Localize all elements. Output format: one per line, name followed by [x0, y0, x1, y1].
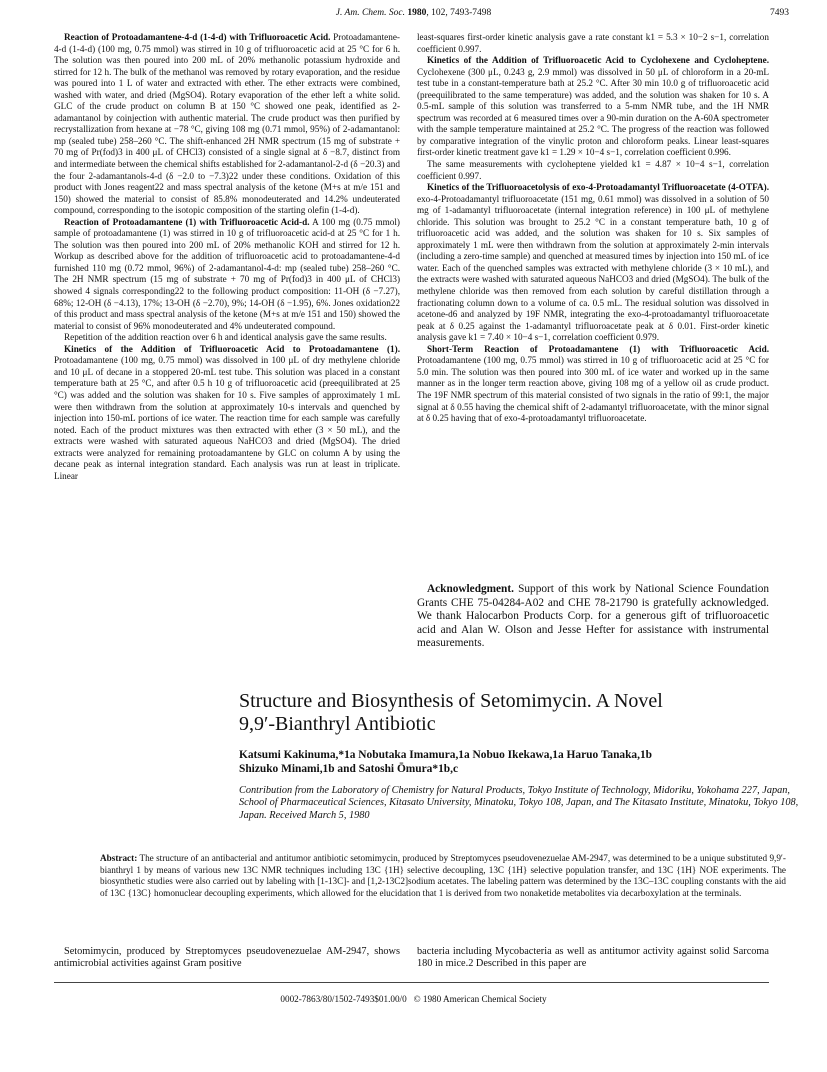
issn-code: 0002-7863/80/1502-7493$01.00/0: [280, 994, 407, 1004]
paragraph-heading: Kinetics of the Addition of Trifluoroacetic Acid to Protoadamantene (1).: [64, 343, 400, 354]
page-number: 7493: [770, 8, 789, 18]
right-text-column: [417, 32, 769, 425]
journal-name: J. Am. Chem. Soc.: [335, 8, 405, 18]
paragraph-text: least-squares first-order kinetic analysis gave a rate constant k1 = 5.3 × 10−2 s−1, correlation coefficient 0.997.: [417, 32, 769, 54]
paragraph: [417, 182, 769, 344]
paragraph-text: The same measurements with cycloheptene yielded k1 = 4.87 × 10−4 s−1, correlation coefficient 0.997.: [417, 159, 769, 181]
abstract: [100, 853, 786, 899]
paragraph-text: Protoadamantene-4-d (1-4-d) (100 mg, 0.75 mmol) was stirred in 10 g of trifluoroacetic acid at 25 °C for 6 h. The solution was then poured into 200 mL of 20% methanolic potassium hydroxide and stirred for 12 h. The bulk of the methanol was removed by rotary evaporation, and the residue was poured into 1 L of water and extracted with ether. The ether extracts were combined, washed with water, and dried (MgSO4). Rotary evaporation of the ether left a white solid. GLC of the crude product on column B at 150 °C showed one peak, identified as 2-adamantanol by coinjection with authentic material. The crude product was then purified by recrystallization from hexane at −78 °C, giving 108 mg (0.71 mmol, 95%) of 2-adamantanol: mp (sealed tube) 258–260 °C. The shift-enhanced 2H NMR spectrum (15 mg of substrate + 70 mg of Pr(fod)3 in 400 μL of CHCl3) consisted of a single signal at δ −8.7, distinct from and intermediate between the chemical shifts established for 2-adamantanol-2-d (δ −20.3) and the four 2-adamantanols-4-d (δ −2.0 to −7.3)22 under these conditions. Oxidation of this product with Jones reagent22 and mass spectral analysis of the ketone (M+s at m/e 151 and 150) showed the material to consist of 85.8% monodeuterated and 14.2% undeuterated compound, corresponding to the isotopic composition of the starting olefin (1-4-d).: [54, 32, 400, 216]
paragraph-text: Protoadamantene (100 mg, 0.75 mmol) was dissolved in 100 μL of dry methylene chloride and 10 μL of decane in a stoppered 20-mL test tube. This solution was placed in a constant temperature bath at 25 °C, and after 0.5 h 10 g of trifluoroacetic acid (preequilibrated at 25 °C) was added and the solution was shaken for 10 s. Five samples of approximately 1 mL were then withdrawn from the solution at approximately 10-s intervals and quenched by injection into 150-mL portions of ice water. The reaction time for each sample was carefully noted. Each of the product mixtures was then extracted with ether (3 × 50 mL), and the extracts were washed with saturated aqueous NaHCO3 and dried (MgSO4). The dried extracts were analyzed for remaining protoadamantene by GLC on column A by using the decane peak as internal integration standard. Each analysis was run at least in triplicate. Linear: [54, 355, 400, 481]
affiliation: Contribution from the Laboratory of Chemistry for Natural Products, Tokyo Institute of Technology, Midoriku, Yokohama 227, Japan, School of Pharmaceutical Sciences, Kitasato University, Minatoku, Tokyo 108, Japan, and The Kitasato Institute, Minatoku, Tokyo 108, Japan. Received March 5, 1980: [239, 785, 799, 821]
running-header: [0, 8, 827, 18]
paragraph-text: A 100 mg (0.75 mmol) sample of protoadamantene (1) was stirred in 10 g of trifluoroacetic acid-d at 25 °C for 1 h. The solution was then poured into 200 mL of 20% methanolic KOH and stirred for 12 h. Workup as described above for the addition of trifluoroacetic acid to protoadamantene-4-d furnished 110 mg (0.72 mmol, 96%) of 2-adamantanol-4-d: mp (sealed tube) 258–260 °C. The 2H NMR spectrum (15 mg of substrate + 70 mg of Pr(fod)3 in 400 μL of CHCl3) showed 4 signals corresponding22 to the following product composition: 11-OH (δ −7.27), 68%; 12-OH (δ −4.13), 17%; 13-OH (δ −2.70), 9%; 14-OH (δ −1.95), 6%. Jones oxidation22 of this product and mass spectral analysis of the ketone (M+s at m/e 151 and 150) showed the material to consist of 96% monodeuterated and 4% undeuterated compound.: [54, 216, 400, 331]
paragraph-heading: Kinetics of the Addition of Trifluoroacetic Acid to Cyclohexene and Cycloheptene.: [427, 55, 769, 66]
paragraph-heading: Short-Term Reaction of Protoadamantene (1) with Trifluoroacetic Acid.: [427, 343, 769, 354]
paragraph-heading: Reaction of Protoadamantene (1) with Trifluoroacetic Acid-d.: [64, 216, 310, 227]
abstract-head: Abstract:: [100, 853, 138, 863]
paragraph-text: Protoadamantene (100 mg, 0.75 mmol) was stirred in 10 g of trifluoroacetic acid at 25 °C for 5.0 min. The solution was then poured into 300 mL of ice water and worked up in the same manner as in the longer term reaction above, giving 108 mg of a yellow oil as crude product. The 19F NMR spectrum of this material consisted of two signals in the ratio of 99:1, the major signal at δ 0.55 having the chemical shift of 2-adamantyl trifluoroacetate, with the minor signal at δ 0.25 having that of exo-4-protoadamantyl trifluoroacetate.: [417, 355, 769, 424]
authors-line-1: Katsumi Kakinuma,*1a Nobutaka Imamura,1a Nobuo Ikekawa,1a Haruo Tanaka,1b: [239, 749, 653, 761]
journal-citation: , 102, 7493-7498: [426, 8, 492, 18]
acknowledgment-text: Support of this work by National Science Foundation Grants CHE 75-04284-A02 and CHE 78-21790 is gratefully acknowledged. We thank Halocarbon Products Corp. for a generous gift of trifluoroacetic acid and Alan W. Olson and Jesse Hefter for assistance with instrumental measurements.: [417, 583, 769, 649]
paragraph-text: Repetition of the addition reaction over 6 h and identical analysis gave the same results.: [64, 332, 387, 343]
copyright: © 1980 American Chemical Society: [413, 994, 547, 1004]
author-list: [239, 748, 799, 776]
paragraph-heading: Kinetics of the Trifluoroacetolysis of exo-4-Protoadamantyl Trifluoroacetate (4-OTFA).: [427, 182, 769, 193]
paragraph: [54, 344, 400, 483]
paragraph: [417, 344, 769, 425]
paragraph: [417, 32, 769, 55]
intro-left: Setomimycin, produced by Streptomyces pseudovenezuelae AM-2947, shows antimicrobial activities against Gram positive: [54, 946, 400, 970]
acknowledgment: [417, 583, 769, 651]
paragraph: [54, 332, 400, 344]
footer: [0, 994, 827, 1004]
abstract-text: The structure of an antibacterial and antitumor antibiotic setomimycin, produced by Streptomyces pseudovenezuelae AM-2947, was determined to be a unique substituted 9,9′-bianthryl 1 by means of various new 13C NMR techniques including 13C {1H} selective decoupling, 13C {1H} selective population transfer, and 13C {1H} NOE experiments. The biosynthetic studies were also carried out by labeling with [1-13C]- and [1,2-13C2]sodium acetates. The labeling pattern was determined by the 13C–13C coupling constants with the aid of 13C {13C} homonuclear decoupling experiments, which allowed for the elucidation that 1 is derived from two nonaketide metabolites via decarboxylation at the terminals.: [100, 853, 786, 898]
intro-right: bacteria including Mycobacteria as well as antitumor activity against solid Sarcoma 180 in mice.2 Described in this paper are: [417, 946, 769, 970]
authors-line-2: Shizuko Minami,1b and Satoshi Ōmura*1b,c: [239, 763, 459, 775]
journal-year: 1980: [407, 8, 427, 18]
acknowledgment-head: Acknowledgment.: [427, 583, 514, 595]
paragraph-text: Cyclohexene (300 μL, 0.243 g, 2.9 mmol) was dissolved in 50 μL of chloroform in a 20-mL test tube in a constant-temperature bath at 25.2 °C. After 30 min 10.0 g of trifluoroacetic acid (preequilibrated to the same temperature) was added, and the solution was shaken for 10 s. A 0.5-mL sample of this solution was transferred to a 5-mm NMR tube, and the 1H NMR spectrum was recorded at 6 measured times over a 90-min duration on the A-60A spectrometer with the sample temperature maintained at 25.2 °C. The progress of the reaction was followed by comparative integration of the vinylic proton and chloroform peaks. Linear least-squares first-order kinetic treatment gave k1 = 1.29 × 10−4 s−1, correlation coefficient 0.996.: [417, 66, 769, 158]
paragraph-heading: Reaction of Protoadamantene-4-d (1-4-d) with Trifluoroacetic Acid.: [64, 32, 331, 42]
article-title-line-2: 9,9′-Bianthryl Antibiotic: [239, 713, 436, 735]
paragraph-text: exo-4-Protoadamantyl trifluoroacetate (151 mg, 0.61 mmol) was dissolved in a solution of 50 mg of 1-adamantyl trifluoroacetate (internal integration reference) in 100 μL of methylene chloride. This solution was brought to 25.2 °C in a constant temperature bath, 10 g of trifluoroacetic acid was added, and the solution was shaken for 10 s. Six samples of approximately 1 mL were then withdrawn from the solution at approximately 2-min intervals (including a zero-time sample) and quenched at measured times by injection into 150 mL of ice water. Each of the quenched samples was extracted with methylene chloride (3 × 10 mL), and the extracts were washed with saturated aqueous NaHCO3 and dried (MgSO4). The bulk of the methylene chloride was then removed from each solution by careful distillation through a fractionating column down to a volume of ca. 0.5 mL. The residual solution was dissolved in acetone-d6 and analyzed by 19F NMR, integrating the exo-4-protoadamantyl trifluoroacetate peak at δ 0.25 against the 1-adamantyl trifluoroacetate peak at δ 0.01. First-order kinetic analysis gave k1 = 7.40 × 10−4 s−1, correlation coefficient 0.979.: [417, 193, 769, 343]
article-title: [239, 690, 799, 736]
article-title-line-1: Structure and Biosynthesis of Setomimycin. A Novel: [239, 690, 663, 712]
left-text-column: [54, 32, 400, 482]
paragraph: [417, 55, 769, 159]
paragraph: [417, 159, 769, 182]
paragraph: [54, 217, 400, 332]
footer-rule: [54, 982, 769, 983]
paragraph: [54, 32, 400, 217]
